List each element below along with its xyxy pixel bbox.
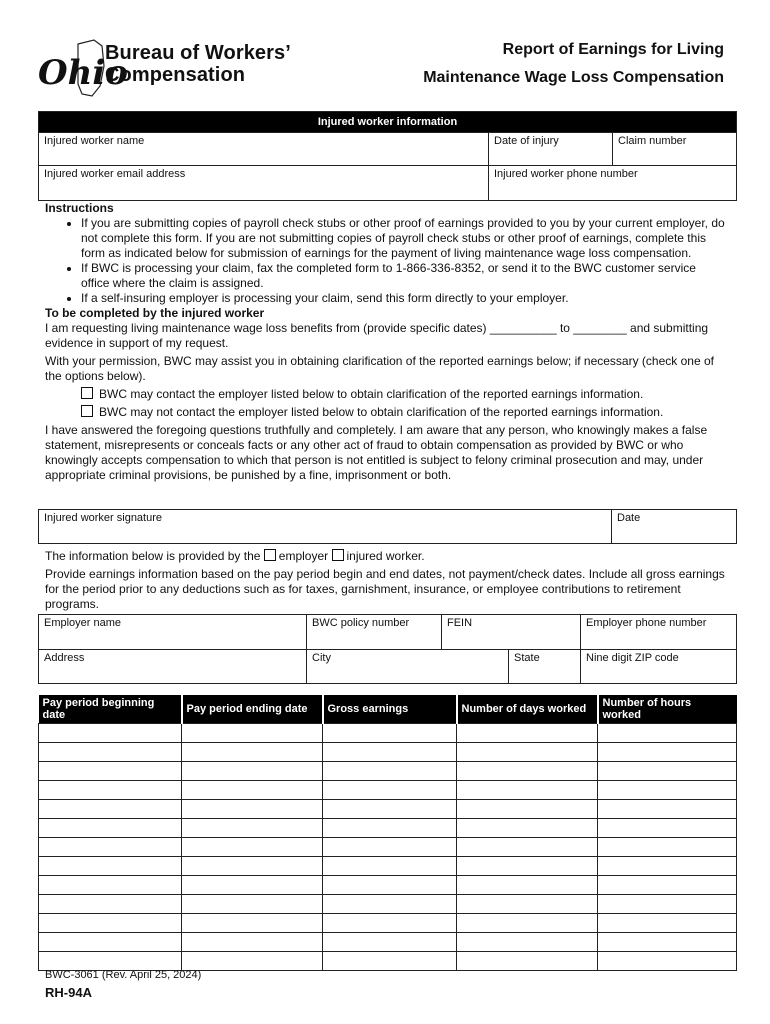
earnings-cell[interactable]: [39, 952, 182, 971]
employer-phone-field[interactable]: [581, 615, 737, 650]
earnings-table: [38, 695, 737, 971]
injured-worker-name-field[interactable]: [39, 133, 489, 166]
injured-worker-email-label: Injured worker email address: [44, 168, 186, 180]
form-id: RH-94A: [45, 985, 92, 1000]
earnings-cell[interactable]: [598, 895, 737, 914]
earnings-cell[interactable]: [598, 724, 737, 743]
table-row: [39, 800, 737, 819]
signature-label: Injured worker signature: [44, 512, 163, 524]
signature-date-field[interactable]: [612, 510, 737, 544]
provided-by-prefix: The information below is provided by the: [45, 549, 261, 563]
earnings-cell[interactable]: [323, 895, 457, 914]
instructions-list: [45, 216, 727, 306]
earnings-cell[interactable]: [323, 724, 457, 743]
zip-code-field[interactable]: [581, 650, 737, 684]
earnings-cell[interactable]: [598, 781, 737, 800]
address-field[interactable]: [39, 650, 307, 684]
employer-table: [38, 614, 737, 684]
agency-line1: Bureau of Workers’: [105, 42, 291, 64]
table-row: [39, 724, 737, 743]
earnings-cell[interactable]: [598, 876, 737, 895]
form-title: [423, 36, 724, 92]
earnings-cell[interactable]: [457, 838, 598, 857]
earnings-cell[interactable]: [598, 800, 737, 819]
may-not-contact-checkbox[interactable]: [81, 405, 93, 417]
table-row: [39, 952, 737, 971]
fein-field[interactable]: [442, 615, 581, 650]
earnings-cell[interactable]: [598, 952, 737, 971]
injured-worker-email-field[interactable]: [39, 166, 489, 201]
injured-worker-heading: Injured worker information: [39, 112, 737, 133]
table-row: [39, 933, 737, 952]
earnings-cell[interactable]: [182, 895, 323, 914]
earnings-cell[interactable]: [182, 781, 323, 800]
earnings-body: [39, 724, 737, 971]
svg-text:Ohio: Ohio: [38, 53, 128, 93]
injured-worker-phone-field[interactable]: [489, 166, 737, 201]
option-may-not-contact: [45, 405, 727, 420]
earnings-cell[interactable]: [323, 914, 457, 933]
instructions-heading: Instructions: [45, 201, 114, 215]
earnings-cell[interactable]: [598, 914, 737, 933]
earnings-cell[interactable]: [323, 952, 457, 971]
form-title-line2: Maintenance Wage Loss Compensation: [423, 69, 724, 86]
option-may-not-contact-label: BWC may not contact the employer listed below to obtain clarification of the reported earnings information.: [99, 405, 664, 419]
earnings-cell[interactable]: [182, 762, 323, 781]
employer-name-label: Employer name: [44, 617, 122, 629]
earnings-cell[interactable]: [182, 857, 323, 876]
form-code: BWC-3061 (Rev. April 25, 2024): [45, 969, 202, 981]
earnings-cell[interactable]: [598, 743, 737, 762]
days-worked-header: Number of days worked: [457, 695, 598, 724]
earnings-cell[interactable]: [457, 933, 598, 952]
table-row: [39, 895, 737, 914]
earnings-cell[interactable]: [39, 819, 182, 838]
earnings-cell[interactable]: [39, 762, 182, 781]
earnings-cell[interactable]: [457, 914, 598, 933]
earnings-cell[interactable]: [182, 743, 323, 762]
table-row: [39, 914, 737, 933]
earnings-cell[interactable]: [323, 781, 457, 800]
pay-period-beginning-header: Pay period beginning date: [39, 695, 182, 724]
date-of-injury-field[interactable]: [489, 133, 613, 166]
provided-by-line: [45, 549, 727, 564]
earnings-cell[interactable]: [182, 914, 323, 933]
earnings-cell[interactable]: [323, 800, 457, 819]
state-field[interactable]: [509, 650, 581, 684]
instruction-item: • If a self-insuring employer is processing your claim, send this form directly to your employer.: [81, 291, 727, 306]
earnings-cell[interactable]: [457, 743, 598, 762]
gross-earnings-header: Gross earnings: [323, 695, 457, 724]
instruction-item: • If you are submitting copies of payroll check stubs or other proof of earnings provided to you by your current employer, do not complete this form. If you are not submitting copies of payroll check stubs or other proof of earnings, complete this form as indicated below for submission of earnings for the payment of living maintenance wage loss compensation.: [81, 216, 727, 261]
permission-text: With your permission, BWC may assist you in obtaining clarification of the reported earnings below; if necessary (check one of the options below).: [45, 354, 714, 383]
earnings-cell[interactable]: [457, 952, 598, 971]
earnings-cell[interactable]: [39, 743, 182, 762]
earnings-cell[interactable]: [39, 914, 182, 933]
table-row: [39, 762, 737, 781]
earnings-cell[interactable]: [182, 876, 323, 895]
employer-option-label: employer: [278, 549, 329, 563]
earnings-cell[interactable]: [323, 743, 457, 762]
injured-worker-name-label: Injured worker name: [44, 135, 145, 147]
injured-worker-phone-label: Injured worker phone number: [494, 168, 638, 180]
may-contact-checkbox[interactable]: [81, 387, 93, 399]
injured-worker-option-label: injured worker.: [346, 549, 425, 563]
table-row: [39, 819, 737, 838]
injured-worker-checkbox[interactable]: [332, 549, 344, 561]
address-label: Address: [44, 652, 85, 664]
fein-label: FEIN: [447, 617, 473, 629]
instructions-block: [45, 201, 727, 483]
option-may-contact: [45, 387, 727, 402]
table-row: [39, 876, 737, 895]
worker-section-heading: To be completed by the injured worker: [45, 306, 265, 320]
earnings-cell[interactable]: [457, 857, 598, 876]
injured-worker-signature-field[interactable]: [39, 510, 612, 544]
earnings-cell[interactable]: [182, 800, 323, 819]
claim-number-field[interactable]: [613, 133, 737, 166]
state-label: State: [514, 652, 540, 664]
earnings-cell[interactable]: [457, 762, 598, 781]
table-row: [39, 838, 737, 857]
earnings-cell[interactable]: [598, 838, 737, 857]
bwc-policy-number-field[interactable]: [307, 615, 442, 650]
employer-phone-label: Employer phone number: [586, 617, 707, 629]
employer-name-field[interactable]: [39, 615, 307, 650]
earnings-cell[interactable]: [598, 933, 737, 952]
hours-worked-header: Number of hours worked: [598, 695, 737, 724]
signature-table: [38, 509, 737, 544]
earnings-cell[interactable]: [182, 819, 323, 838]
provided-by-block: [45, 549, 727, 612]
earnings-cell[interactable]: [323, 819, 457, 838]
city-field[interactable]: [307, 650, 509, 684]
attestation-text: I have answered the foregoing questions truthfully and completely. I am aware that any person, who knowingly makes a false statement, misrepresents or conceals facts or any other act of fraud to obtain compensation as provided by BWC or who knowingly accepts compensation to which that person is not entitled is subject to felony criminal prosecution and may, under appropriate criminal provisions, be punished by a fine, imprisonment or both.: [45, 423, 708, 482]
earnings-header-row: [39, 695, 737, 724]
option-may-contact-label: BWC may contact the employer listed below to obtain clarification of the reported earnings information.: [99, 387, 644, 401]
request-text: I am requesting living maintenance wage loss benefits from (provide specific dates) __________ to ________ and submitting evidence in support of my request.: [45, 321, 709, 350]
earnings-cell[interactable]: [457, 819, 598, 838]
earnings-cell[interactable]: [323, 838, 457, 857]
injured-worker-table: [38, 111, 737, 201]
earnings-cell[interactable]: [182, 933, 323, 952]
earnings-cell[interactable]: [39, 781, 182, 800]
employer-checkbox[interactable]: [264, 549, 276, 561]
earnings-cell[interactable]: [457, 800, 598, 819]
earnings-cell[interactable]: [598, 819, 737, 838]
earnings-cell[interactable]: [457, 895, 598, 914]
earnings-cell[interactable]: [323, 762, 457, 781]
earnings-instructions: Provide earnings information based on the pay period begin and end dates, not payment/check dates. Include all gross earnings for the period prior to any deductions such as for taxes, garnishment, insurance, or employee contributions to retirement programs.: [45, 567, 725, 611]
earnings-cell[interactable]: [457, 876, 598, 895]
table-row: [39, 781, 737, 800]
earnings-cell[interactable]: [598, 762, 737, 781]
earnings-cell[interactable]: [182, 724, 323, 743]
earnings-cell[interactable]: [457, 781, 598, 800]
earnings-cell[interactable]: [39, 857, 182, 876]
earnings-cell[interactable]: [598, 857, 737, 876]
earnings-cell[interactable]: [323, 933, 457, 952]
earnings-cell[interactable]: [457, 724, 598, 743]
earnings-cell[interactable]: [182, 952, 323, 971]
earnings-cell[interactable]: [39, 800, 182, 819]
earnings-cell[interactable]: [39, 876, 182, 895]
form-title-line1: Report of Earnings for Living: [502, 41, 724, 58]
claim-number-label: Claim number: [618, 135, 687, 147]
pay-period-ending-header: Pay period ending date: [182, 695, 323, 724]
agency-line2: Compensation: [105, 64, 246, 86]
instruction-item: • If BWC is processing your claim, fax the completed form to 1-866-336-8352, or send it to the BWC customer service office where the claim is assigned.: [81, 261, 727, 291]
bwc-policy-number-label: BWC policy number: [312, 617, 410, 629]
earnings-cell[interactable]: [39, 895, 182, 914]
city-label: City: [312, 652, 331, 664]
earnings-cell[interactable]: [182, 838, 323, 857]
table-row: [39, 743, 737, 762]
agency-name: [105, 42, 291, 86]
earnings-cell[interactable]: [39, 724, 182, 743]
table-row: [39, 857, 737, 876]
earnings-cell[interactable]: [39, 933, 182, 952]
earnings-cell[interactable]: [323, 857, 457, 876]
date-of-injury-label: Date of injury: [494, 135, 559, 147]
earnings-cell[interactable]: [39, 838, 182, 857]
earnings-cell[interactable]: [323, 876, 457, 895]
zip-code-label: Nine digit ZIP code: [586, 652, 679, 664]
signature-date-label: Date: [617, 512, 641, 524]
